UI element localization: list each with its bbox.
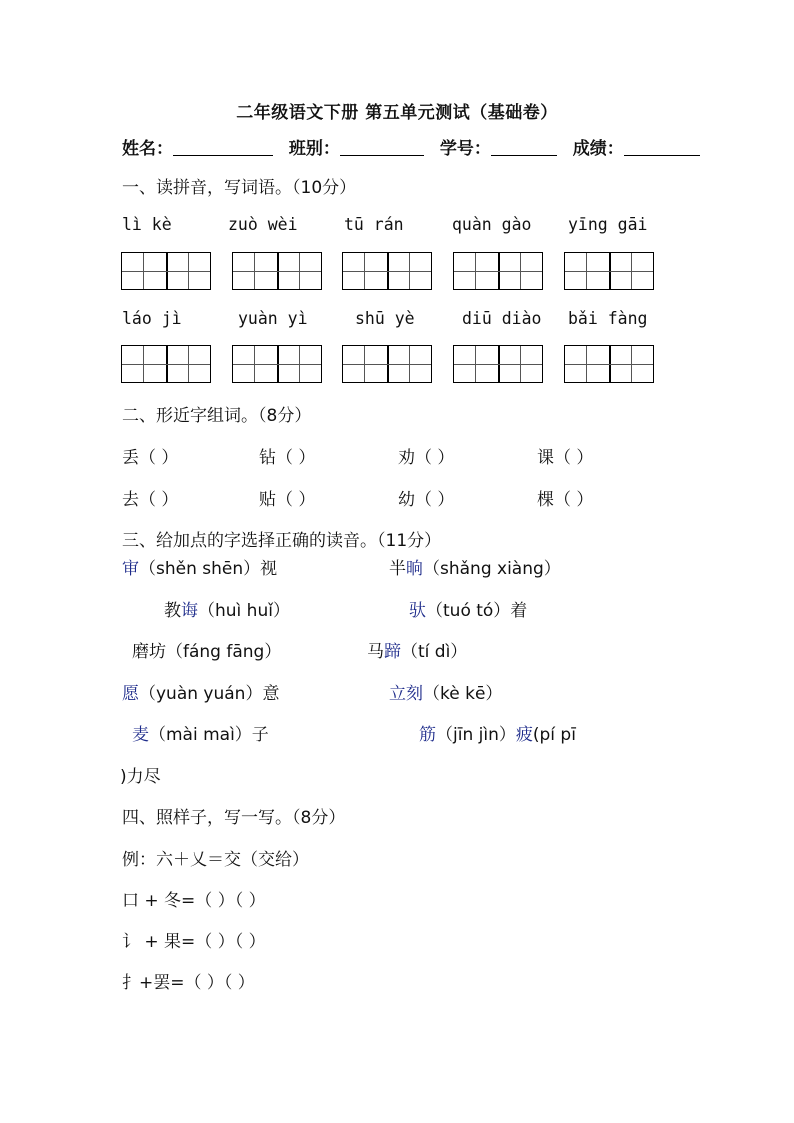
class-blank[interactable] [340, 137, 424, 156]
writing-grid[interactable] [121, 252, 211, 290]
number-label: 学号： [439, 139, 491, 159]
name-blank[interactable] [173, 137, 273, 156]
options: （jīn jìn） [436, 725, 516, 745]
section-2-heading: 二、形近字组词。（8分） [122, 406, 312, 426]
writing-grid[interactable] [453, 345, 543, 383]
char-blank[interactable]: 去（ ） [122, 490, 179, 510]
reading-item[interactable] [389, 554, 561, 579]
reading-item[interactable] [367, 637, 467, 662]
target-char: 刻 [406, 684, 423, 704]
target-char: 筋 [419, 725, 436, 745]
section-1-heading: 一、读拼音，写词语。（10分） [122, 178, 357, 198]
pinyin: shū yè [355, 309, 415, 328]
reading-item[interactable] [122, 679, 279, 704]
section-3-heading: 三、给加点的字选择正确的读音。（11分） [122, 531, 442, 551]
options: （shěn shēn）视 [139, 559, 278, 579]
target-char: 立 [389, 684, 406, 704]
context-char: 磨坊 [132, 642, 166, 662]
writing-grid[interactable] [564, 345, 654, 383]
pinyin: tū rán [344, 215, 404, 234]
reading-item[interactable] [132, 720, 269, 745]
target-char: 晌 [406, 559, 423, 579]
char-blank[interactable]: 丢（ ） [122, 448, 179, 468]
pinyin: yuàn yì [238, 309, 308, 328]
reading-item[interactable] [419, 720, 576, 745]
target-char: 疲 [515, 725, 533, 745]
context-char: 半 [389, 559, 406, 579]
answer-line[interactable]: 扌+罢=（ ）（ ） [122, 973, 255, 993]
answer-line[interactable]: 口 + 冬=（ ）（ ） [122, 891, 266, 911]
writing-grid[interactable] [342, 252, 432, 290]
writing-grid[interactable] [342, 345, 432, 383]
student-info-line [122, 134, 700, 159]
writing-grid[interactable] [453, 252, 543, 290]
char-blank[interactable]: 钻（ ） [259, 448, 316, 468]
options: （tí dì） [401, 642, 468, 662]
reading-item[interactable] [409, 596, 527, 621]
options: (pí pī [532, 725, 576, 745]
reading-item[interactable] [122, 554, 277, 579]
target-char: 麦 [132, 725, 149, 745]
score-label: 成绩： [572, 139, 624, 159]
pinyin: lì kè [122, 215, 172, 234]
pinyin: bǎi fàng [568, 309, 648, 328]
reading-item[interactable] [389, 679, 502, 704]
options: （yuàn yuán）意 [139, 684, 280, 704]
page-title: 二年级语文下册 第五单元测试（基础卷） [236, 103, 558, 123]
char-blank[interactable]: 贴（ ） [259, 490, 316, 510]
number-blank[interactable] [491, 137, 557, 156]
options: （shǎng xiàng） [423, 559, 561, 579]
options: （kè kē） [423, 684, 503, 704]
class-label: 班别： [288, 139, 340, 159]
example-line: 例：六＋乂＝交（交给） [122, 850, 309, 870]
reading-item-continued: )力尽 [120, 767, 161, 787]
char-blank[interactable]: 劝（ ） [398, 448, 455, 468]
target-char: 愿 [122, 684, 139, 704]
options: （tuó tó）着 [426, 601, 528, 621]
pinyin: quàn gào [452, 215, 532, 234]
target-char: 蹄 [384, 642, 401, 662]
answer-line[interactable]: 讠 + 果=（ ）（ ） [122, 932, 266, 952]
pinyin: yīng gāi [568, 215, 648, 234]
target-char: 审 [122, 559, 139, 579]
writing-grid[interactable] [564, 252, 654, 290]
options: （huì huǐ） [198, 601, 290, 621]
char-blank[interactable]: 棵（ ） [537, 490, 594, 510]
reading-item[interactable] [164, 596, 290, 621]
score-blank[interactable] [624, 137, 700, 156]
target-char: 诲 [181, 601, 198, 621]
writing-grid[interactable] [232, 252, 322, 290]
options: （mài maì）子 [149, 725, 269, 745]
name-label: 姓名： [122, 139, 173, 159]
context-char: 教 [164, 601, 181, 621]
pinyin: diū diào [462, 309, 542, 328]
target-char: 驮 [409, 601, 426, 621]
options: （fáng fāng） [166, 642, 282, 662]
reading-item[interactable] [132, 637, 281, 662]
context-char: 马 [367, 642, 384, 662]
section-4-heading: 四、照样子，写一写。（8分） [122, 808, 346, 828]
pinyin: zuò wèi [228, 215, 298, 234]
writing-grid[interactable] [121, 345, 211, 383]
pinyin: láo jì [122, 309, 182, 328]
writing-grid[interactable] [232, 345, 322, 383]
char-blank[interactable]: 幼（ ） [398, 490, 455, 510]
char-blank[interactable]: 课（ ） [537, 448, 594, 468]
